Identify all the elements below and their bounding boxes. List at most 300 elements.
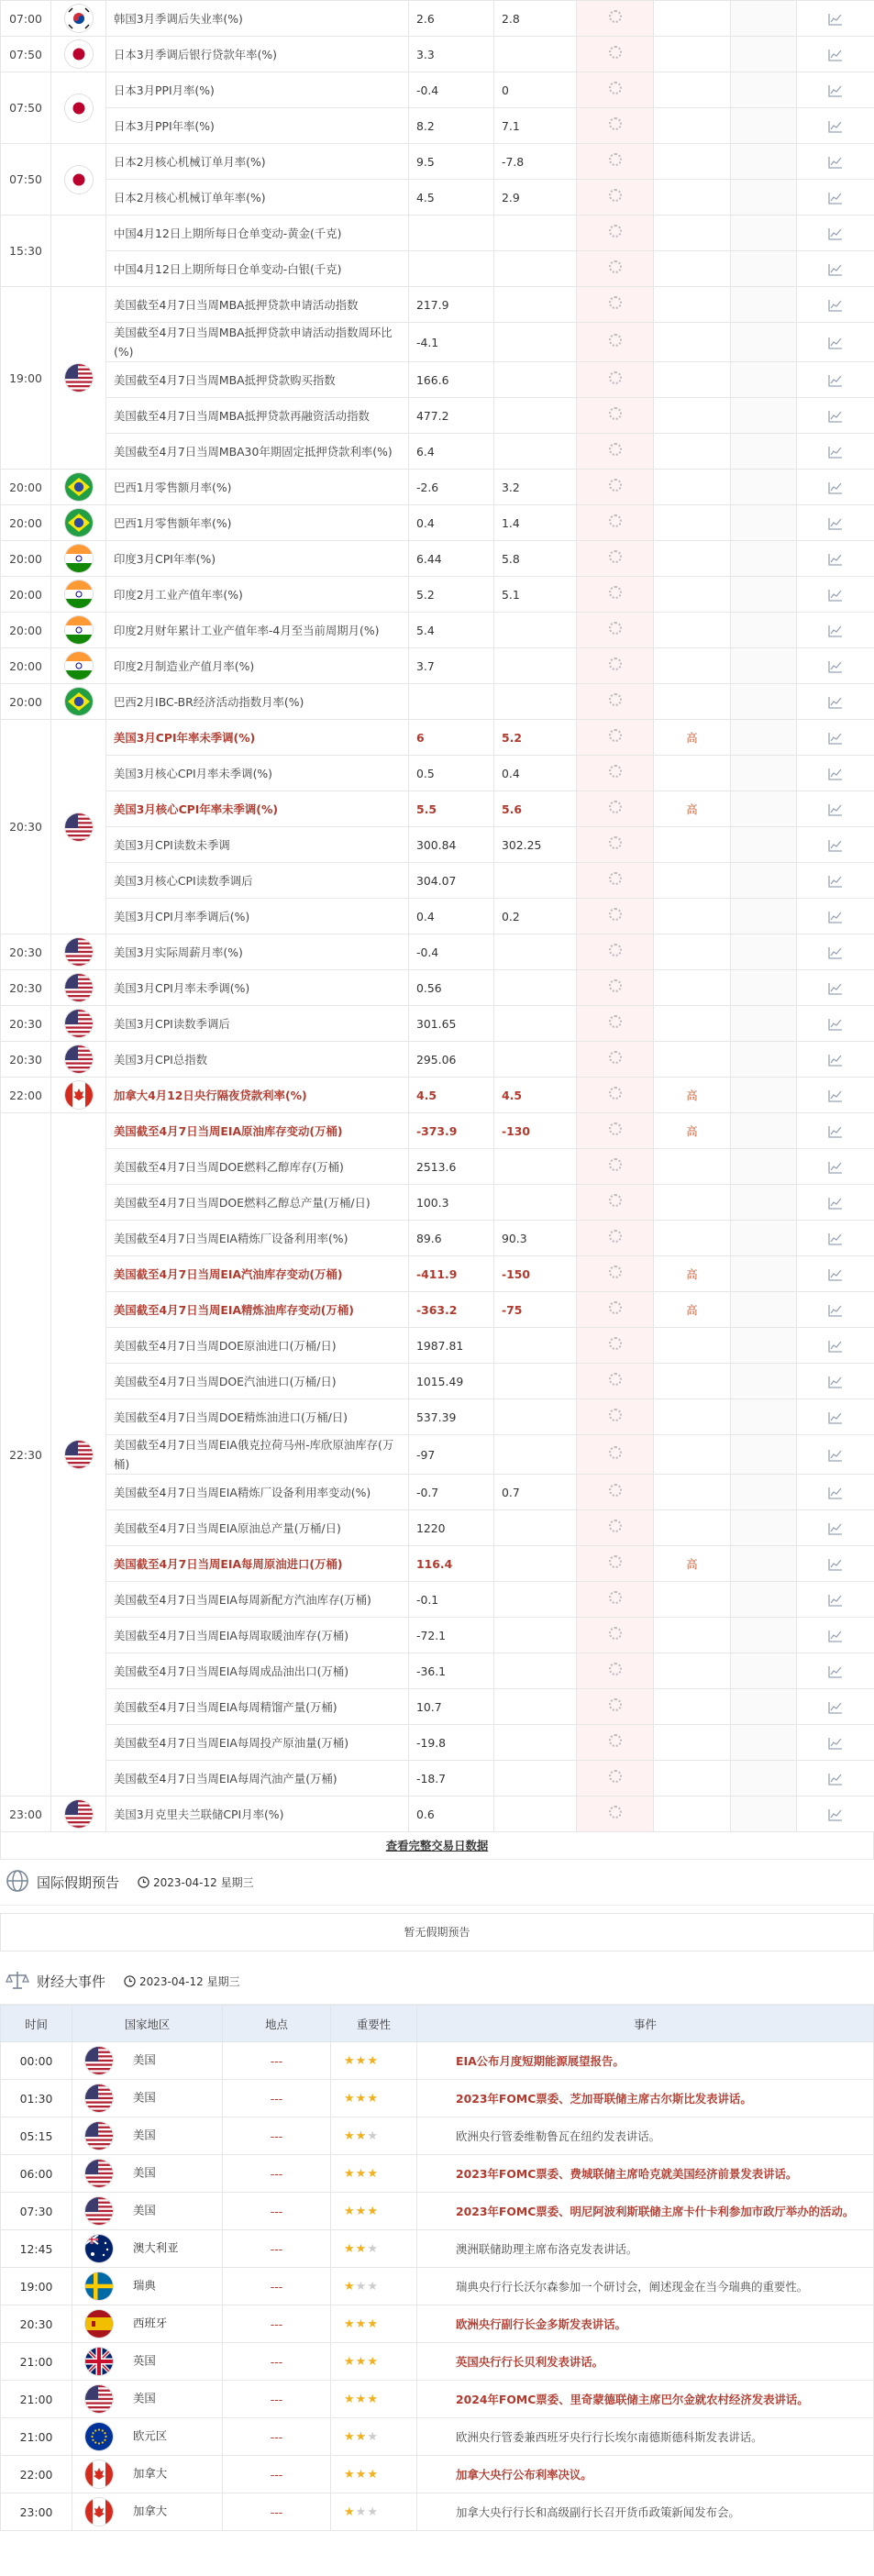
chart-icon[interactable] (828, 875, 843, 888)
loading-spinner-icon (609, 260, 622, 273)
chart-icon[interactable] (828, 1701, 843, 1714)
indicator-name[interactable]: 美国截至4月7日当周EIA原油总产量(万桶/日) (106, 1510, 409, 1546)
forecast-value (494, 1042, 577, 1078)
chart-link[interactable] (797, 1078, 874, 1113)
chart-icon[interactable] (828, 49, 843, 61)
actual-value-loading (577, 934, 654, 970)
chart-link[interactable] (797, 1364, 874, 1399)
star-filled-icon: ★ (355, 2392, 368, 2406)
chart-link[interactable] (797, 791, 874, 827)
actual-value-loading (577, 756, 654, 791)
chart-icon[interactable] (828, 1304, 843, 1317)
release-time: 22:30 (1, 1113, 51, 1797)
calendar-row (1, 1364, 874, 1399)
chart-icon[interactable] (828, 374, 843, 387)
forecast-value: 5.6 (494, 791, 577, 827)
chart-link[interactable] (797, 684, 874, 720)
chart-icon[interactable] (828, 660, 843, 673)
chart-link[interactable] (797, 37, 874, 72)
event-description[interactable]: 欧洲央行管委维勒鲁瓦在纽约发表讲话。 (417, 2117, 874, 2155)
actual-value-loading (577, 470, 654, 505)
indicator-name[interactable]: 美国3月CPI读数未季调 (106, 827, 409, 863)
event-description[interactable]: EIA公布月度短期能源展望报告。 (417, 2042, 874, 2080)
previous-value: 0.5 (409, 756, 494, 791)
star-filled-icon: ★ (367, 2354, 379, 2369)
event-description[interactable]: 澳洲联储助理主席布洛克发表讲话。 (417, 2230, 874, 2268)
chart-link[interactable] (797, 323, 874, 362)
forecast-value (494, 970, 577, 1006)
indicator-name[interactable]: 美国3月CPI月率季调后(%) (106, 899, 409, 934)
chart-icon[interactable] (828, 1808, 843, 1821)
chart-link[interactable] (797, 434, 874, 470)
calendar-row (1, 1149, 874, 1185)
chart-link[interactable] (797, 1328, 874, 1364)
flag-usa-icon (85, 2122, 113, 2150)
actual-value-loading (577, 1761, 654, 1797)
impact-cell (731, 1475, 797, 1510)
chart-link[interactable] (797, 1042, 874, 1078)
chart-icon[interactable] (828, 1268, 843, 1281)
indicator-name[interactable]: 日本3月季调后银行贷款年率(%) (106, 37, 409, 72)
chart-link[interactable] (797, 144, 874, 180)
impact-cell (731, 899, 797, 934)
chart-link[interactable] (797, 1435, 874, 1475)
indicator-name[interactable]: 美国截至4月7日当周EIA每周投产原油量(万桶) (106, 1725, 409, 1761)
chart-link[interactable] (797, 1618, 874, 1653)
chart-link[interactable] (797, 934, 874, 970)
chart-link[interactable] (797, 1006, 874, 1042)
chart-link[interactable] (797, 1221, 874, 1256)
indicator-name[interactable]: 日本2月核心机械订单年率(%) (106, 180, 409, 216)
event-row (1, 2268, 874, 2305)
region-name: 美国 (133, 2128, 156, 2142)
chart-icon[interactable] (828, 589, 843, 602)
chart-link[interactable] (797, 72, 874, 108)
chart-link[interactable] (797, 648, 874, 684)
chart-icon[interactable] (828, 84, 843, 97)
chart-icon[interactable] (828, 839, 843, 852)
chart-link[interactable] (797, 398, 874, 434)
indicator-name[interactable]: 美国3月实际周薪月率(%) (106, 934, 409, 970)
actual-value-loading (577, 1149, 654, 1185)
event-region (72, 2456, 223, 2493)
indicator-name[interactable]: 美国截至4月7日当周EIA每周取暖油库存(万桶) (106, 1618, 409, 1653)
indicator-name[interactable]: 美国截至4月7日当周EIA俄克拉荷马州-库欣原油库存(万桶) (106, 1435, 409, 1475)
event-importance-stars (331, 2230, 417, 2268)
previous-value: 5.4 (409, 613, 494, 648)
event-time: 06:00 (1, 2155, 72, 2193)
flag-usa-icon (85, 2047, 113, 2074)
importance-level (654, 216, 731, 251)
impact-cell (731, 287, 797, 323)
col-time: 时间 (1, 2006, 72, 2042)
no-holiday-notice: 暂无假期预告 (0, 1913, 874, 1951)
event-description[interactable]: 2023年FOMC票委、费城联储主席哈克就美国经济前景发表讲话。 (417, 2155, 874, 2193)
chart-link[interactable] (797, 362, 874, 398)
event-description[interactable]: 加拿大央行公布利率决议。 (417, 2456, 874, 2493)
indicator-name[interactable]: 印度3月CPI年率(%) (106, 541, 409, 577)
chart-icon[interactable] (828, 446, 843, 459)
holiday-header (0, 1860, 874, 1906)
chart-link[interactable] (797, 577, 874, 613)
importance-level (654, 1, 731, 37)
previous-value: 2513.6 (409, 1149, 494, 1185)
chart-icon[interactable] (828, 481, 843, 494)
importance-level (654, 1510, 731, 1546)
chart-icon[interactable] (828, 1522, 843, 1535)
actual-value-loading (577, 1185, 654, 1221)
chart-icon[interactable] (828, 911, 843, 923)
chart-link[interactable] (797, 251, 874, 287)
indicator-name[interactable]: 美国截至4月7日当周DOE汽油进口(万桶/日) (106, 1364, 409, 1399)
indicator-name[interactable]: 美国截至4月7日当周EIA精炼厂设备利用率变动(%) (106, 1475, 409, 1510)
event-place: --- (223, 2456, 331, 2493)
indicator-name[interactable]: 美国截至4月7日当周DOE燃料乙醇总产量(万桶/日) (106, 1185, 409, 1221)
event-time: 21:00 (1, 2418, 72, 2456)
flag-canada-icon (65, 1081, 93, 1109)
indicator-name[interactable]: 巴西1月零售额月率(%) (106, 470, 409, 505)
previous-value: 3.7 (409, 648, 494, 684)
star-filled-icon: ★ (344, 2053, 356, 2068)
actual-value-loading (577, 541, 654, 577)
flag-usa-icon (65, 813, 93, 841)
event-description[interactable]: 2024年FOMC票委、里奇蒙德联储主席巴尔金就农村经济发表讲话。 (417, 2381, 874, 2418)
country-flag (51, 1, 106, 37)
loading-spinner-icon (609, 1770, 622, 1783)
chart-icon[interactable] (828, 299, 843, 312)
chart-link[interactable] (797, 470, 874, 505)
actual-value-loading (577, 970, 654, 1006)
importance-level (654, 251, 731, 287)
indicator-name[interactable]: 美国截至4月7日当周EIA每周原油进口(万桶) (106, 1546, 409, 1582)
actual-value-loading (577, 1113, 654, 1149)
previous-value: 8.2 (409, 108, 494, 144)
star-empty-icon: ★ (367, 2504, 379, 2519)
chart-icon[interactable] (828, 946, 843, 959)
chart-link[interactable] (797, 287, 874, 323)
impact-cell (731, 1292, 797, 1328)
indicator-name[interactable]: 美国截至4月7日当周EIA原油库存变动(万桶) (106, 1113, 409, 1149)
chart-icon[interactable] (828, 1630, 843, 1642)
chart-link[interactable] (797, 1797, 874, 1832)
indicator-name[interactable]: 巴西1月零售额年率(%) (106, 505, 409, 541)
indicator-name[interactable]: 美国截至4月7日当周MBA抵押贷款申请活动指数周环比(%) (106, 323, 409, 362)
actual-value-loading (577, 1, 654, 37)
chart-icon[interactable] (828, 1054, 843, 1067)
forecast-value: 1.4 (494, 505, 577, 541)
chart-link[interactable] (797, 863, 874, 899)
indicator-name[interactable]: 美国3月克里夫兰联储CPI月率(%) (106, 1797, 409, 1832)
indicator-name[interactable]: 韩国3月季调后失业率(%) (106, 1, 409, 37)
chart-icon[interactable] (828, 1449, 843, 1462)
indicator-name[interactable]: 印度2月制造业产值月率(%) (106, 648, 409, 684)
previous-value: 6.4 (409, 434, 494, 470)
star-filled-icon: ★ (344, 2467, 356, 2482)
indicator-name[interactable]: 印度2月财年累计工业产值年率-4月至当前周期月(%) (106, 613, 409, 648)
indicator-name[interactable]: 加拿大4月12日央行隔夜贷款利率(%) (106, 1078, 409, 1113)
star-filled-icon: ★ (344, 2241, 356, 2256)
indicator-name[interactable]: 美国3月CPI年率未季调(%) (106, 720, 409, 756)
indicator-name[interactable]: 日本2月核心机械订单月率(%) (106, 144, 409, 180)
actual-value-loading (577, 684, 654, 720)
importance-level (654, 1399, 731, 1435)
chart-link[interactable] (797, 505, 874, 541)
indicator-name[interactable]: 日本3月PPI年率(%) (106, 108, 409, 144)
chart-icon[interactable] (828, 1737, 843, 1750)
event-description[interactable]: 加拿大央行行长和高级副行长召开货币政策新闻发布会。 (417, 2493, 874, 2531)
star-filled-icon: ★ (355, 2467, 368, 2482)
indicator-name[interactable]: 美国截至4月7日当周DOE原油进口(万桶/日) (106, 1328, 409, 1364)
indicator-name[interactable]: 美国截至4月7日当周MBA30年期固定抵押贷款利率(%) (106, 434, 409, 470)
indicator-name[interactable]: 美国截至4月7日当周EIA每周成品油出口(万桶) (106, 1653, 409, 1689)
star-filled-icon: ★ (367, 2316, 379, 2331)
importance-level: 高 (654, 720, 731, 756)
actual-value-loading (577, 362, 654, 398)
previous-value: -411.9 (409, 1256, 494, 1292)
indicator-name[interactable]: 中国4月12日上期所每日仓单变动-黄金(千克) (106, 216, 409, 251)
chart-icon[interactable] (828, 1125, 843, 1138)
forecast-value: 302.25 (494, 827, 577, 863)
previous-value: -19.8 (409, 1725, 494, 1761)
loading-spinner-icon (609, 765, 622, 778)
previous-value: 166.6 (409, 362, 494, 398)
forecast-value (494, 1797, 577, 1832)
indicator-name[interactable]: 美国截至4月7日当周EIA汽油库存变动(万桶) (106, 1256, 409, 1292)
chart-link[interactable] (797, 1510, 874, 1546)
calendar-row (1, 577, 874, 613)
loading-spinner-icon (609, 1051, 622, 1064)
indicator-name[interactable]: 美国截至4月7日当周MBA抵押贷款申请活动指数 (106, 287, 409, 323)
chart-link[interactable] (797, 970, 874, 1006)
region-name: 澳大利亚 (133, 2240, 179, 2255)
indicator-name[interactable]: 美国截至4月7日当周MBA抵押贷款购买指数 (106, 362, 409, 398)
chart-link[interactable] (797, 1546, 874, 1582)
impact-cell (731, 108, 797, 144)
previous-value (409, 684, 494, 720)
chart-link[interactable] (797, 827, 874, 863)
chart-link[interactable] (797, 1689, 874, 1725)
chart-icon[interactable] (828, 696, 843, 709)
star-filled-icon: ★ (344, 2392, 356, 2406)
chart-link[interactable] (797, 613, 874, 648)
importance-level (654, 37, 731, 72)
previous-value: -2.6 (409, 470, 494, 505)
calendar-row (1, 1435, 874, 1475)
event-row (1, 2493, 874, 2531)
calendar-row (1, 37, 874, 72)
calendar-row (1, 216, 874, 251)
flag-sweden-icon (85, 2272, 113, 2300)
chart-link[interactable] (797, 541, 874, 577)
events-date: 2023-04-12 星期三 (124, 1973, 240, 1989)
chart-link[interactable] (797, 1653, 874, 1689)
chart-icon[interactable] (828, 1411, 843, 1424)
previous-value: -0.1 (409, 1582, 494, 1618)
forecast-value (494, 1399, 577, 1435)
chart-link[interactable] (797, 720, 874, 756)
indicator-name[interactable]: 美国截至4月7日当周EIA精炼厂设备利用率(%) (106, 1221, 409, 1256)
chart-icon[interactable] (828, 263, 843, 276)
indicator-name[interactable]: 美国3月CPI月率未季调(%) (106, 970, 409, 1006)
forecast-value (494, 398, 577, 434)
indicator-name[interactable]: 美国截至4月7日当周DOE精炼油进口(万桶/日) (106, 1399, 409, 1435)
country-flag (51, 37, 106, 72)
view-full-data-link[interactable]: 查看完整交易日数据 (385, 1839, 489, 1852)
impact-cell (731, 362, 797, 398)
flag-india-icon (65, 652, 93, 680)
calendar-row (1, 1797, 874, 1832)
chart-link[interactable] (797, 1761, 874, 1797)
chart-link[interactable] (797, 216, 874, 251)
calendar-row (1, 434, 874, 470)
chart-icon[interactable] (828, 156, 843, 169)
event-description[interactable]: 欧洲央行管委兼西班牙央行行长埃尔南德斯德科斯发表讲话。 (417, 2418, 874, 2456)
star-filled-icon: ★ (367, 2467, 379, 2482)
actual-value-loading (577, 1510, 654, 1546)
chart-icon[interactable] (828, 337, 843, 349)
chart-icon[interactable] (828, 1594, 843, 1607)
indicator-name[interactable]: 巴西2月IBC-BR经济活动指数月率(%) (106, 684, 409, 720)
forecast-value: -75 (494, 1292, 577, 1328)
importance-level (654, 1475, 731, 1510)
chart-icon[interactable] (828, 1018, 843, 1031)
release-time: 20:30 (1, 720, 51, 934)
indicator-name[interactable]: 美国截至4月7日当周MBA抵押贷款再融资活动指数 (106, 398, 409, 434)
actual-value-loading (577, 1078, 654, 1113)
event-description[interactable]: 瑞典央行行长沃尔森参加一个研讨会，阐述现金在当今瑞典的重要性。 (417, 2268, 874, 2305)
indicator-name[interactable]: 美国截至4月7日当周EIA每周汽油产量(万桶) (106, 1761, 409, 1797)
chart-icon[interactable] (828, 1773, 843, 1786)
calendar-row (1, 863, 874, 899)
star-filled-icon: ★ (367, 2091, 379, 2106)
chart-link[interactable] (797, 1185, 874, 1221)
country-flag (51, 934, 106, 970)
importance-level (654, 108, 731, 144)
chart-icon[interactable] (828, 517, 843, 530)
event-description[interactable]: 英国央行行长贝利发表讲话。 (417, 2343, 874, 2381)
chart-icon[interactable] (828, 1558, 843, 1571)
chart-link[interactable] (797, 756, 874, 791)
chart-icon[interactable] (828, 120, 843, 133)
indicator-name[interactable]: 美国3月核心CPI年率未季调(%) (106, 791, 409, 827)
chart-icon[interactable] (828, 982, 843, 995)
flag-usa-icon (65, 1800, 93, 1828)
flag-usa-icon (65, 364, 93, 392)
previous-value: 5.2 (409, 577, 494, 613)
chart-icon[interactable] (828, 1665, 843, 1678)
event-importance-stars (331, 2343, 417, 2381)
indicator-name[interactable]: 美国截至4月7日当周EIA每周精馏产量(万桶) (106, 1689, 409, 1725)
importance-level (654, 541, 731, 577)
forecast-value: 3.2 (494, 470, 577, 505)
calendar-row (1, 684, 874, 720)
chart-icon[interactable] (828, 1340, 843, 1353)
indicator-name[interactable]: 美国3月CPI读数季调后 (106, 1006, 409, 1042)
chart-icon[interactable] (828, 192, 843, 205)
chart-link[interactable] (797, 180, 874, 216)
chart-icon[interactable] (828, 1487, 843, 1499)
release-time: 07:50 (1, 72, 51, 144)
chart-icon[interactable] (828, 1089, 843, 1102)
indicator-name[interactable]: 中国4月12日上期所每日仓单变动-白银(千克) (106, 251, 409, 287)
chart-icon[interactable] (828, 1197, 843, 1210)
calendar-row (1, 251, 874, 287)
chart-link[interactable] (797, 1149, 874, 1185)
chart-icon[interactable] (828, 625, 843, 637)
impact-cell (731, 934, 797, 970)
chart-icon[interactable] (828, 803, 843, 816)
chart-link[interactable] (797, 1399, 874, 1435)
indicator-name[interactable]: 美国截至4月7日当周EIA每周新配方汽油库存(万桶) (106, 1582, 409, 1618)
loading-spinner-icon (609, 693, 622, 706)
event-description[interactable]: 2023年FOMC票委、明尼阿波利斯联储主席卡什卡利参加市政厅举办的活动。 (417, 2193, 874, 2230)
indicator-name[interactable]: 美国截至4月7日当周DOE燃料乙醇库存(万桶) (106, 1149, 409, 1185)
forecast-value (494, 1510, 577, 1546)
forecast-value: 90.3 (494, 1221, 577, 1256)
chart-link[interactable] (797, 1725, 874, 1761)
chart-link[interactable] (797, 1256, 874, 1292)
importance-level (654, 1797, 731, 1832)
chart-icon[interactable] (828, 732, 843, 745)
chart-link[interactable] (797, 1292, 874, 1328)
chart-icon[interactable] (828, 1161, 843, 1174)
importance-level: 高 (654, 1546, 731, 1582)
region-name: 美国 (133, 2052, 156, 2067)
event-place: --- (223, 2230, 331, 2268)
indicator-name[interactable]: 美国3月核心CPI读数季调后 (106, 863, 409, 899)
event-description[interactable]: 欧洲央行副行长金多斯发表讲话。 (417, 2305, 874, 2343)
importance-level (654, 863, 731, 899)
loading-spinner-icon (609, 1015, 622, 1028)
calendar-row (1, 398, 874, 434)
chart-icon[interactable] (828, 13, 843, 26)
chart-icon[interactable] (828, 768, 843, 780)
clock-icon (138, 1876, 149, 1888)
indicator-name[interactable]: 美国3月核心CPI月率未季调(%) (106, 756, 409, 791)
flag-australia-icon (85, 2235, 113, 2262)
actual-value-loading (577, 1653, 654, 1689)
indicator-name[interactable]: 印度2月工业产值年率(%) (106, 577, 409, 613)
star-filled-icon: ★ (367, 2166, 379, 2181)
actual-value-loading (577, 1256, 654, 1292)
chart-icon[interactable] (828, 1376, 843, 1388)
indicator-name[interactable]: 美国截至4月7日当周EIA精炼油库存变动(万桶) (106, 1292, 409, 1328)
event-region (72, 2080, 223, 2117)
calendar-row (1, 1618, 874, 1653)
indicator-name[interactable]: 美国3月CPI总指数 (106, 1042, 409, 1078)
forecast-value (494, 1328, 577, 1364)
loading-spinner-icon (609, 550, 622, 563)
event-region (72, 2343, 223, 2381)
event-description[interactable]: 2023年FOMC票委、芝加哥联储主席古尔斯比发表讲话。 (417, 2080, 874, 2117)
chart-link[interactable] (797, 108, 874, 144)
chart-icon[interactable] (828, 1233, 843, 1245)
chart-link[interactable] (797, 899, 874, 934)
chart-link[interactable] (797, 1113, 874, 1149)
chart-link[interactable] (797, 1582, 874, 1618)
chart-link[interactable] (797, 1, 874, 37)
actual-value-loading (577, 1006, 654, 1042)
star-filled-icon: ★ (355, 2128, 368, 2143)
indicator-name[interactable]: 日本3月PPI月率(%) (106, 72, 409, 108)
release-time: 20:30 (1, 1006, 51, 1042)
chart-link[interactable] (797, 1475, 874, 1510)
chart-icon[interactable] (828, 410, 843, 423)
chart-icon[interactable] (828, 227, 843, 240)
event-place: --- (223, 2042, 331, 2080)
chart-icon[interactable] (828, 553, 843, 566)
actual-value-loading (577, 1435, 654, 1475)
